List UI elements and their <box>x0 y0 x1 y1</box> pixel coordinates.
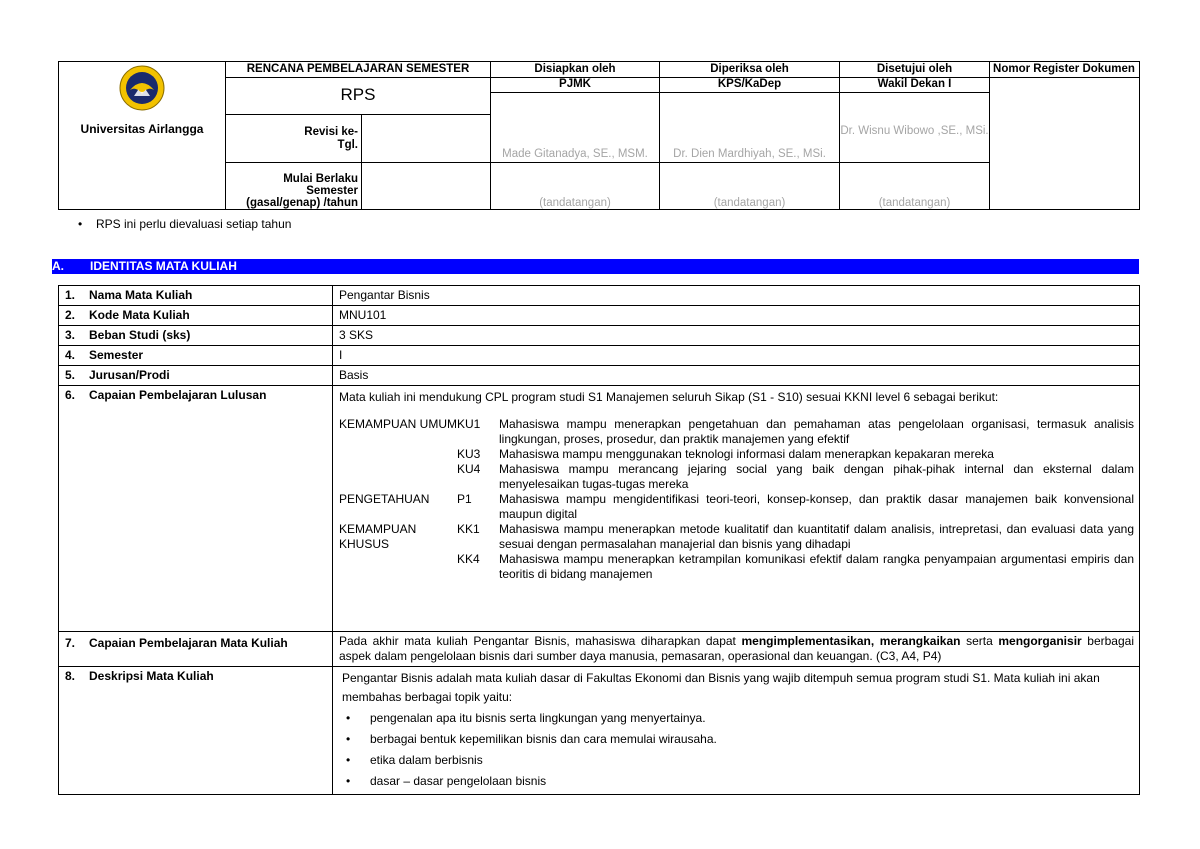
evaluation-note-text: RPS ini perlu dievaluasi setiap tahun <box>96 217 292 231</box>
list-item: • etika dalam berbisnis <box>342 750 1134 771</box>
course-code-value: MNU101 <box>333 306 1140 326</box>
cpl-code: KK4 <box>457 552 480 566</box>
course-description-value <box>333 667 1140 795</box>
cpl-description: Mahasiswa mampu menerapkan pengetahuan dan pemahaman atas pengelolaan organisasi, termasuk analisis lingkungan, proses, prosedur, dan praktik manajemen yang efektif <box>499 417 1134 446</box>
cpl-code: P1 <box>457 492 472 506</box>
approved-cell <box>840 78 990 163</box>
cpl-list <box>339 417 1134 582</box>
approved-by-label: Disetujui oleh <box>840 62 990 78</box>
cpl-description: Mahasiswa mampu menerapkan metode kualitatif dan kuantitatif dalam analisis, intrepretasi, dan evaluasi data yang sesuai dengan permasalahan manajerial dan bisnis yang dihadapi <box>499 522 1134 551</box>
list-item <box>339 447 1134 462</box>
topic-list <box>342 708 1134 792</box>
cpl-intro: Mata kuliah ini mendukung CPL program studi S1 Manajemen seluruh Sikap (S1 - S10) sesuai KKNI level 6 sebagai berikut: <box>339 390 999 404</box>
cpl-description: Mahasiswa mampu merancang jejaring social yang baik dengan pihak-pihak internal dan eksternal dalam menyelesaikan tugas-tugas mereka <box>499 462 1134 491</box>
cpl-description: Mahasiswa mampu menerapkan ketrampilan komunikasi efektif dalam rangka penyampaian argumentasi empiris dan teoritis di bidang manajemen <box>499 552 1134 581</box>
revision-value-cell <box>362 115 491 163</box>
cpl-group-label: PENGETAHUAN <box>339 492 430 506</box>
row-label: 5. Jurusan/Prodi <box>59 366 333 386</box>
date-label: Tgl. <box>337 138 358 151</box>
row-label: 6. Capaian Pembelajaran Lulusan <box>59 386 333 632</box>
row-label: 7. Capaian Pembelajaran Mata Kuliah <box>59 632 333 667</box>
checked-name: Dr. Dien Mardhiyah, SE., MSi. <box>673 148 826 160</box>
section-number: A. <box>52 259 64 273</box>
course-name-value: Pengantar Bisnis <box>333 286 1140 306</box>
row-label: 1. Nama Mata Kuliah <box>59 286 333 306</box>
list-item: • pengenalan apa itu bisnis serta lingkungan yang menyertainya. <box>342 708 1134 729</box>
effective-label-3: (gasal/genap) /tahun <box>246 196 358 209</box>
cpl-group-label: KEMAMPUAN KHUSUS <box>339 522 417 551</box>
approved-name: Dr. Wisnu Wibowo ,SE., MSi. <box>840 125 989 137</box>
prepared-signature: (tandatangan) <box>491 163 660 210</box>
table-row <box>59 386 1140 632</box>
evaluation-note <box>78 217 291 231</box>
table-row <box>59 306 1140 326</box>
approved-role: Wakil Dekan I <box>840 78 989 93</box>
table-row <box>59 326 1140 346</box>
row-label: 3. Beban Studi (sks) <box>59 326 333 346</box>
credits-value: 3 SKS <box>333 326 1140 346</box>
cpl-code: KU4 <box>457 462 481 476</box>
table-row <box>59 346 1140 366</box>
table-row <box>59 667 1140 795</box>
list-item: • berbagai bentuk kepemilikan bisnis dan cara memulai wirausaha. <box>342 729 1134 750</box>
register-number-label: Nomor Register Dokumen <box>990 62 1140 78</box>
table-row <box>59 286 1140 306</box>
row-label: 2. Kode Mata Kuliah <box>59 306 333 326</box>
bullet-icon: • <box>78 217 83 231</box>
list-item <box>339 552 1134 582</box>
prepared-cell <box>491 78 660 163</box>
section-title: IDENTITAS MATA KULIAH <box>90 259 237 273</box>
cpl-code: KU3 <box>457 447 481 461</box>
course-identity-table <box>58 285 1140 795</box>
checked-role: KPS/KaDep <box>660 78 839 93</box>
checked-cell <box>660 78 840 163</box>
effective-label-2: Semester <box>306 184 358 197</box>
semester-value: I <box>333 346 1140 366</box>
effective-label-cell <box>226 163 362 210</box>
table-row <box>59 632 1140 667</box>
cpl-description: Mahasiswa mampu menggunakan teknologi informasi dalam menerapkan kepakaran mereka <box>499 447 994 461</box>
prepared-role: PJMK <box>491 78 659 93</box>
list-item <box>339 492 1134 522</box>
approved-signature: (tandatangan) <box>840 163 990 210</box>
row-label: 4. Semester <box>59 346 333 366</box>
effective-value-cell <box>362 163 491 210</box>
checked-signature: (tandatangan) <box>660 163 840 210</box>
checked-by-label: Diperiksa oleh <box>660 62 840 78</box>
university-name: Universitas Airlangga <box>80 122 204 137</box>
section-header <box>52 259 1139 274</box>
prepared-by-label: Disiapkan oleh <box>491 62 660 78</box>
table-row <box>59 366 1140 386</box>
cpl-cell <box>333 386 1140 632</box>
document-header-table <box>58 61 1140 210</box>
university-cell <box>59 62 226 210</box>
description-intro: Pengantar Bisnis adalah mata kuliah dasar di Fakultas Ekonomi dan Bisnis yang wajib ditempuh semua program studi S1. Mata kuliah ini akan membahas berbagai topik yaitu: <box>342 671 1100 704</box>
cpl-code: KK1 <box>457 522 480 536</box>
prepared-name: Made Gitanadya, SE., MSM. <box>502 148 648 160</box>
list-item <box>339 417 1134 447</box>
program-value: Basis <box>333 366 1140 386</box>
cpl-description: Mahasiswa mampu mengidentifikasi teori-teori, konsep-konsep, dan praktik dasar manajemen baik konvensional maupun digital <box>499 492 1134 521</box>
cpl-code: KU1 <box>457 417 481 431</box>
university-seal-icon <box>118 64 166 112</box>
course-outcome-value: Pada akhir mata kuliah Pengantar Bisnis, mahasiswa diharapkan dapat mengimplementasikan, merangkaikan serta mengorganisir berbagai aspek dalam pengelolaan bisnis dari sumber daya manusia, pemasaran, operasional dan keuangan. (C3, A4, P4) <box>333 632 1140 667</box>
effective-label-1: Mulai Berlaku <box>283 172 358 185</box>
cpl-group-label: KEMAMPUAN UMUM <box>339 417 458 431</box>
doc-type-label: RENCANA PEMBELAJARAN SEMESTER <box>226 62 491 78</box>
row-label: 8. Deskripsi Mata Kuliah <box>59 667 333 795</box>
rps-title: RPS <box>226 78 491 115</box>
list-item <box>339 522 1134 552</box>
revision-label: Revisi ke- <box>304 126 358 139</box>
revision-label-cell <box>226 115 362 163</box>
register-number-cell <box>990 78 1140 210</box>
list-item: • dasar – dasar pengelolaan bisnis <box>342 771 1134 792</box>
list-item <box>339 462 1134 492</box>
